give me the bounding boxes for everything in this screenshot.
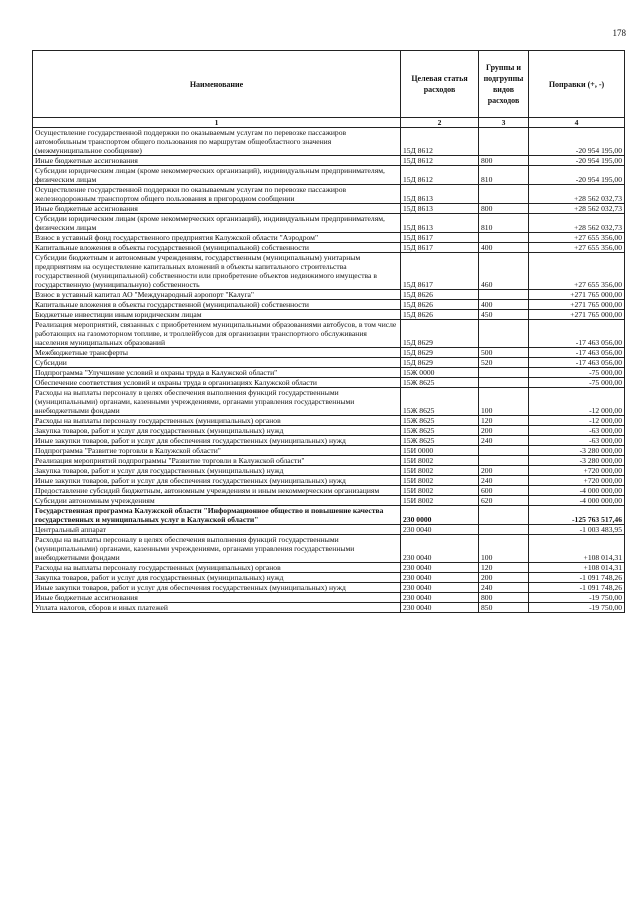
row-target-code: 230 0040 — [401, 593, 479, 603]
row-name: Закупка товаров, работ и услуг для государственных (муниципальных) нужд — [33, 426, 401, 436]
row-target-code: 15Ж 8625 — [401, 416, 479, 426]
table-row — [33, 486, 625, 496]
row-target-code: 15Д 8629 — [401, 358, 479, 368]
row-group-code — [479, 506, 529, 525]
row-name: Взнос в уставный фонд государственного предприятия Калужской области "Аэродром" — [33, 233, 401, 243]
row-group-code: 240 — [479, 476, 529, 486]
row-name: Подпрограмма "Развитие торговли в Калужской области" — [33, 446, 401, 456]
row-target-code: 230 0040 — [401, 603, 479, 613]
row-group-code: 100 — [479, 535, 529, 563]
row-group-code: 200 — [479, 466, 529, 476]
row-target-code: 15Д 8612 — [401, 156, 479, 166]
table-row — [33, 593, 625, 603]
table-row — [33, 185, 625, 204]
row-group-code — [479, 290, 529, 300]
table-row — [33, 416, 625, 426]
table-row — [33, 128, 625, 156]
row-amount: +28 562 032,73 — [529, 214, 625, 233]
row-name: Межбюджетные трансферты — [33, 348, 401, 358]
table-row — [33, 378, 625, 388]
row-group-code — [479, 446, 529, 456]
row-amount: +108 014,31 — [529, 563, 625, 573]
row-target-code: 15Д 8617 — [401, 243, 479, 253]
row-amount: -75 000,00 — [529, 378, 625, 388]
row-group-code: 100 — [479, 388, 529, 416]
row-amount: -12 000,00 — [529, 416, 625, 426]
row-target-code: 230 0040 — [401, 525, 479, 535]
row-target-code: 15И 0000 — [401, 446, 479, 456]
row-amount: +720 000,00 — [529, 476, 625, 486]
table-row — [33, 290, 625, 300]
row-amount: -75 000,00 — [529, 368, 625, 378]
row-target-code: 15И 8002 — [401, 456, 479, 466]
table-row — [33, 243, 625, 253]
row-target-code: 15Д 8626 — [401, 300, 479, 310]
row-amount: +27 655 356,00 — [529, 243, 625, 253]
row-group-code — [479, 456, 529, 466]
row-target-code: 15Д 8612 — [401, 166, 479, 185]
row-name: Субсидии — [33, 358, 401, 368]
row-group-code: 120 — [479, 563, 529, 573]
row-target-code: 15Ж 8625 — [401, 378, 479, 388]
table-header-row — [33, 51, 625, 118]
row-amount: -12 000,00 — [529, 388, 625, 416]
row-amount: -19 750,00 — [529, 603, 625, 613]
table-row — [33, 233, 625, 243]
row-group-code: 800 — [479, 593, 529, 603]
row-name: Расходы на выплаты персоналу в целях обеспечения выполнения функций государственными (муниципальными) органами, казенными учреждениями, органами управления государственными внебюджетными фондами — [33, 535, 401, 563]
row-name: Субсидии автономным учреждениям — [33, 496, 401, 506]
row-amount: +27 655 356,00 — [529, 253, 625, 290]
row-group-code — [479, 320, 529, 348]
row-group-code: 500 — [479, 348, 529, 358]
row-group-code — [479, 378, 529, 388]
table-row — [33, 476, 625, 486]
row-name: Уплата налогов, сборов и иных платежей — [33, 603, 401, 613]
row-name: Подпрограмма "Улучшение условий и охраны труда в Калужской области" — [33, 368, 401, 378]
row-name: Иные бюджетные ассигнования — [33, 156, 401, 166]
column-index-row — [33, 118, 625, 128]
column-index: 1 — [33, 118, 401, 128]
row-group-code: 240 — [479, 583, 529, 593]
row-amount: -4 000 000,00 — [529, 486, 625, 496]
row-name: Субсидии юридическим лицам (кроме некоммерческих организаций), индивидуальным предпринимателям, физическим лицам — [33, 166, 401, 185]
row-target-code: 15Д 8613 — [401, 185, 479, 204]
row-target-code: 15Д 8629 — [401, 320, 479, 348]
row-name: Иные закупки товаров, работ и услуг для обеспечения государственных (муниципальных) нужд — [33, 476, 401, 486]
header-group: Группы и подгруппы видов расходов — [479, 51, 529, 118]
row-target-code: 15Ж 8625 — [401, 436, 479, 446]
table-row — [33, 446, 625, 456]
table-row — [33, 573, 625, 583]
row-group-code — [479, 185, 529, 204]
table-row — [33, 358, 625, 368]
row-target-code: 15Ж 0000 — [401, 368, 479, 378]
row-amount: +28 562 032,73 — [529, 185, 625, 204]
table-row — [33, 563, 625, 573]
row-target-code: 15Д 8617 — [401, 233, 479, 243]
row-target-code: 230 0040 — [401, 563, 479, 573]
row-name: Закупка товаров, работ и услуг для государственных (муниципальных) нужд — [33, 466, 401, 476]
row-target-code: 15Ж 8625 — [401, 388, 479, 416]
row-name: Закупка товаров, работ и услуг для государственных (муниципальных) нужд — [33, 573, 401, 583]
row-name: Предоставление субсидий бюджетным, автономным учреждениям и иным некоммерческим организациям — [33, 486, 401, 496]
row-name: Осуществление государственной поддержки по оказываемым услугам по перевозке пассажиров автомобильным транспортом общего пользования по маршрутам общеобластного значения (межмуниципальное сообщение) — [33, 128, 401, 156]
table-row — [33, 466, 625, 476]
table-row — [33, 166, 625, 185]
row-group-code: 400 — [479, 300, 529, 310]
table-row — [33, 300, 625, 310]
row-amount: -1 003 483,95 — [529, 525, 625, 535]
column-index: 2 — [401, 118, 479, 128]
row-amount: +720 000,00 — [529, 466, 625, 476]
table-row — [33, 583, 625, 593]
row-target-code: 230 0040 — [401, 573, 479, 583]
row-target-code: 15Д 8612 — [401, 128, 479, 156]
page-number: 178 — [612, 28, 626, 38]
row-amount: -3 280 000,00 — [529, 456, 625, 466]
table-row — [33, 535, 625, 563]
row-group-code: 600 — [479, 486, 529, 496]
row-target-code: 15И 8002 — [401, 466, 479, 476]
table-row — [33, 310, 625, 320]
row-name: Реализация мероприятий подпрограммы "Развитие торговли в Калужской области" — [33, 456, 401, 466]
row-name: Капитальные вложения в объекты государственной (муниципальной) собственности — [33, 243, 401, 253]
table-row — [33, 436, 625, 446]
row-group-code — [479, 233, 529, 243]
header-amendment: Поправки (+, -) — [529, 51, 625, 118]
row-amount: +108 014,31 — [529, 535, 625, 563]
row-amount: -1 091 748,26 — [529, 573, 625, 583]
row-group-code: 520 — [479, 358, 529, 368]
table-row — [33, 388, 625, 416]
row-target-code: 15И 8002 — [401, 476, 479, 486]
column-index: 4 — [529, 118, 625, 128]
table-row — [33, 506, 625, 525]
header-target: Целевая статья расходов — [401, 51, 479, 118]
row-target-code: 230 0040 — [401, 583, 479, 593]
row-amount: -17 463 056,00 — [529, 348, 625, 358]
row-name: Субсидии бюджетным и автономным учреждениям, государственным (муниципальным) унитарным предприятиям на осуществление капитальных вложений в объекты капитального строительства государственной (муниципальной) собственности или приобретение объектов недвижимого имущества в государственную (муниципальную) собственность — [33, 253, 401, 290]
row-group-code: 450 — [479, 310, 529, 320]
row-name: Расходы на выплаты персоналу государственных (муниципальных) органов — [33, 416, 401, 426]
row-name: Иные закупки товаров, работ и услуг для обеспечения государственных (муниципальных) нужд — [33, 436, 401, 446]
row-amount: -63 000,00 — [529, 426, 625, 436]
row-group-code — [479, 368, 529, 378]
row-name: Капитальные вложения в объекты государственной (муниципальной) собственности — [33, 300, 401, 310]
row-group-code: 240 — [479, 436, 529, 446]
row-group-code: 120 — [479, 416, 529, 426]
row-amount: -3 280 000,00 — [529, 446, 625, 456]
column-index: 3 — [479, 118, 529, 128]
row-amount: +271 765 000,00 — [529, 290, 625, 300]
row-target-code: 15И 8002 — [401, 486, 479, 496]
table-row — [33, 368, 625, 378]
row-target-code: 15И 8002 — [401, 496, 479, 506]
table-row — [33, 426, 625, 436]
row-group-code: 200 — [479, 426, 529, 436]
row-name: Обеспечение соответствия условий и охраны труда в организациях Калужской области — [33, 378, 401, 388]
table-row — [33, 156, 625, 166]
row-amount: -20 954 195,00 — [529, 128, 625, 156]
row-amount: -19 750,00 — [529, 593, 625, 603]
row-target-code: 15Д 8629 — [401, 348, 479, 358]
row-name: Государственная программа Калужской области "Информационное общество и повышение качества государственных и муниципальных услуг в Калужской области" — [33, 506, 401, 525]
table-row — [33, 496, 625, 506]
row-target-code: 15Д 8626 — [401, 290, 479, 300]
row-target-code: 15Д 8613 — [401, 204, 479, 214]
row-target-code: 15Д 8626 — [401, 310, 479, 320]
header-name: Наименование — [33, 51, 401, 118]
row-amount: -63 000,00 — [529, 436, 625, 446]
table-row — [33, 204, 625, 214]
row-group-code: 800 — [479, 204, 529, 214]
row-amount: -17 463 056,00 — [529, 320, 625, 348]
row-name: Иные бюджетные ассигнования — [33, 593, 401, 603]
row-amount: +271 765 000,00 — [529, 310, 625, 320]
row-name: Расходы на выплаты персоналу в целях обеспечения выполнения функций государственными (муниципальными) органами, казенными учреждениями, органами управления государственными внебюджетными фондами — [33, 388, 401, 416]
row-name: Бюджетные инвестиции иным юридическим лицам — [33, 310, 401, 320]
row-amount: -20 954 195,00 — [529, 166, 625, 185]
row-name: Реализация мероприятий, связанных с приобретением муниципальными образованиями автобусов, в том числе работающих на газомоторном топливе, и троллейбусов для организации транспортного обслуживания населения муниципальных образований — [33, 320, 401, 348]
table-row — [33, 214, 625, 233]
row-amount: -1 091 748,26 — [529, 583, 625, 593]
row-name: Взнос в уставный капитал АО "Международный аэропорт "Калуга" — [33, 290, 401, 300]
table-row — [33, 456, 625, 466]
row-name: Иные закупки товаров, работ и услуг для обеспечения государственных (муниципальных) нужд — [33, 583, 401, 593]
row-name: Осуществление государственной поддержки по оказываемым услугам по перевозке пассажиров железнодорожным транспортом общего пользования в пригородном сообщении — [33, 185, 401, 204]
row-amount: -17 463 056,00 — [529, 358, 625, 368]
row-target-code: 15Д 8617 — [401, 253, 479, 290]
budget-table — [32, 50, 625, 613]
row-amount: +28 562 032,73 — [529, 204, 625, 214]
row-name: Субсидии юридическим лицам (кроме некоммерческих организаций), индивидуальным предпринимателям, физическим лицам — [33, 214, 401, 233]
row-group-code: 810 — [479, 214, 529, 233]
table-row — [33, 603, 625, 613]
row-target-code: 15Д 8613 — [401, 214, 479, 233]
row-group-code: 200 — [479, 573, 529, 583]
table-row — [33, 253, 625, 290]
row-name: Иные бюджетные ассигнования — [33, 204, 401, 214]
row-name: Расходы на выплаты персоналу государственных (муниципальных) органов — [33, 563, 401, 573]
table-row — [33, 348, 625, 358]
row-target-code: 15Ж 8625 — [401, 426, 479, 436]
row-group-code: 850 — [479, 603, 529, 613]
row-amount: -4 000 000,00 — [529, 496, 625, 506]
row-group-code: 620 — [479, 496, 529, 506]
row-name: Центральный аппарат — [33, 525, 401, 535]
row-amount: -125 763 517,46 — [529, 506, 625, 525]
table-row — [33, 525, 625, 535]
row-group-code: 460 — [479, 253, 529, 290]
row-target-code: 230 0000 — [401, 506, 479, 525]
row-group-code: 400 — [479, 243, 529, 253]
row-group-code: 800 — [479, 156, 529, 166]
table-row — [33, 320, 625, 348]
row-amount: +27 655 356,00 — [529, 233, 625, 243]
row-target-code: 230 0040 — [401, 535, 479, 563]
row-amount: +271 765 000,00 — [529, 300, 625, 310]
row-group-code: 810 — [479, 166, 529, 185]
row-group-code — [479, 128, 529, 156]
row-group-code — [479, 525, 529, 535]
row-amount: -20 954 195,00 — [529, 156, 625, 166]
